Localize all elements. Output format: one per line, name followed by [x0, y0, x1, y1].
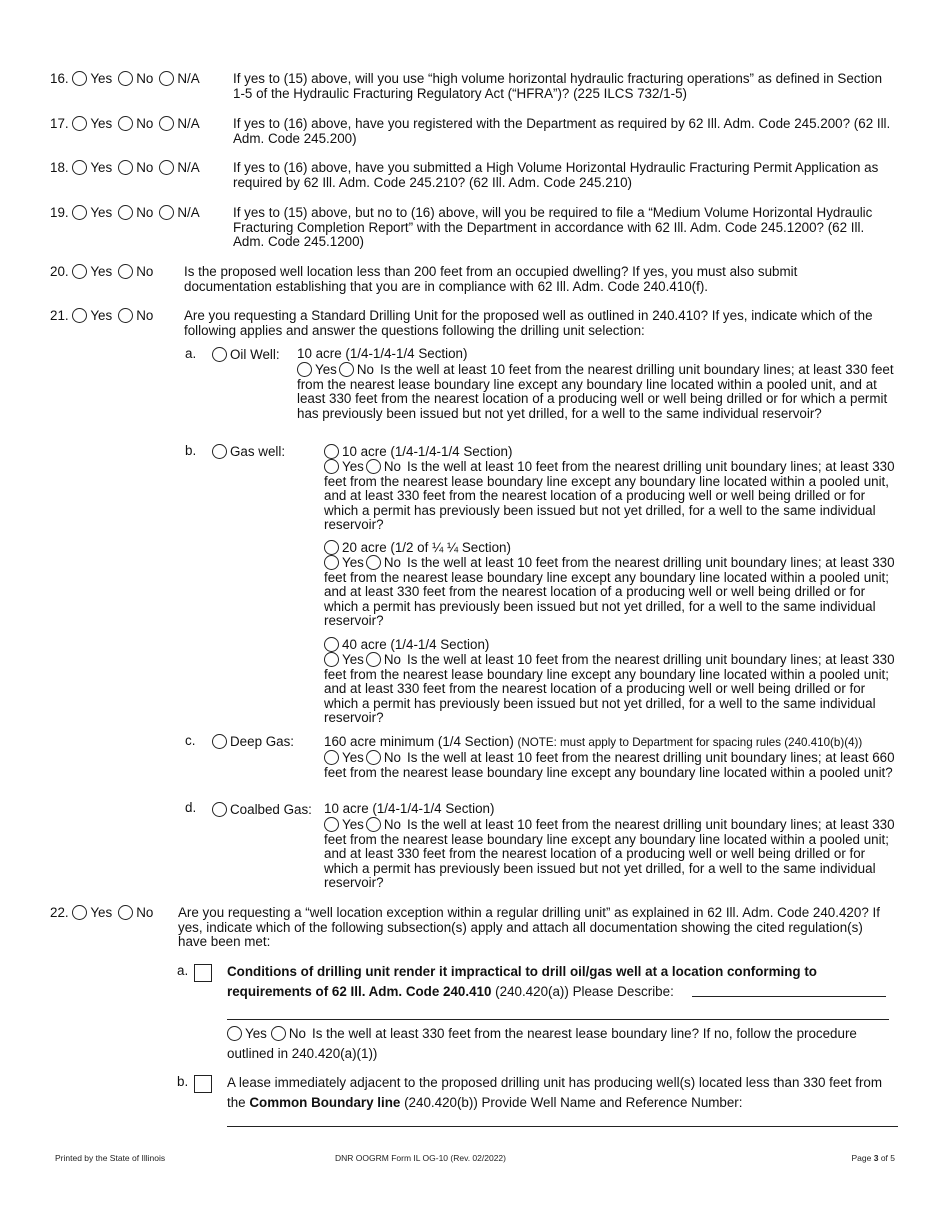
q16-answer	[50, 71, 235, 87]
oil-well-radio[interactable]: Oil Well:	[212, 347, 280, 363]
q16-text: If yes to (15) above, will you use “high volume horizontal hydraulic fracturing operations” as defined in Section 1-5 of the Hydraulic Fracturing Regulatory Act (“HFRA”)? (225 ILCS 732/1-5)	[233, 71, 883, 101]
q20-text: Is the proposed well location less than 200 feet from an occupied dwelling? If yes, you must also submit documentation establishing that you are in compliance with 62 Ill. Adm. Code 240.410(f).	[184, 264, 798, 294]
footer-form-id: DNR OOGRM Form IL OG-10 (Rev. 02/2022)	[335, 1153, 506, 1163]
q19-text: If yes to (15) above, but no to (16) above, will you be required to file a “Medium Volume Horizontal Hydraulic Fracturing Completion Report” with the Department in accordance with 62 Ill. Adm. Code 245.1200? (62 Ill. Adm. Code 245.1200)	[233, 205, 873, 250]
q20-yes-radio[interactable]: Yes	[72, 264, 112, 280]
deep-gas-yes-radio[interactable]: Yes	[324, 750, 364, 766]
q22-yes-radio[interactable]: Yes	[72, 905, 112, 921]
q22-text: Are you requesting a “well location exception within a regular drilling unit” as explained in 62 Ill. Adm. Code 240.420? If yes, indicate which of the following subsection(s) apply and attach all documentation showing the cited regulation(s) have been met:	[178, 905, 880, 950]
q22b-well-line[interactable]	[227, 1126, 898, 1127]
deep-gas-radio[interactable]: Deep Gas:	[212, 734, 294, 750]
gas-well-10acre-yes-radio[interactable]: Yes	[324, 459, 364, 475]
q22a-describe-line[interactable]	[692, 996, 886, 997]
q21-yes-radio[interactable]: Yes	[72, 308, 112, 324]
q17-no-radio[interactable]: No	[118, 116, 153, 132]
deep-gas-unit: 160 acre minimum (1/4 Section) (NOTE: must apply to Department for spacing rules (240.410(b)(4))	[324, 734, 863, 749]
coalbed-gas-radio[interactable]: Coalbed Gas:	[212, 802, 312, 818]
q22b-checkbox[interactable]	[194, 1075, 212, 1093]
gas-well-20acre-question: Yes No Is the well at least 10 feet from the nearest drilling unit boundary lines; at least 330 feet from the nearest lease boundary line except any boundary line located within a pooled unit; and at least 330 feet from the nearest location of a producing well or well being drilled or for which a permit has previously been issued but not yet drilled, for a well to the same individual reservoir?	[324, 555, 895, 629]
q17-na-radio[interactable]: N/A	[159, 116, 199, 132]
q18-text: If yes to (16) above, have you submitted a High Volume Horizontal Hydraulic Fracturing Permit Application as required by 62 Ill. Adm. Code 245.210? (62 Ill. Adm. Code 245.210)	[233, 160, 879, 190]
gas-well-20acre-no-radio[interactable]: No	[366, 555, 401, 571]
q18-no-radio[interactable]: No	[118, 160, 153, 176]
footer-printed-by: Printed by the State of Illinois	[55, 1153, 166, 1163]
q21b-letter: b.	[185, 443, 197, 458]
coalbed-gas-unit: 10 acre (1/4-1/4-1/4 Section)	[324, 801, 495, 816]
q17-text: If yes to (16) above, have you registered with the Department as required by 62 Ill. Adm. Code 245.200? (62 Ill. Adm. Code 245.200)	[233, 116, 891, 146]
q18-answer: 18. Yes No N/A	[50, 160, 200, 175]
q20-no-radio[interactable]: No	[118, 264, 153, 280]
oil-well-no-radio[interactable]: No	[339, 362, 374, 378]
q20-answer: 20. Yes No	[50, 264, 154, 279]
q22a-text: Conditions of drilling unit render it impractical to drill oil/gas well at a location conforming to requirements of 62 Ill. Adm. Code 240.410 (240.420(a)) Please Describe:	[227, 964, 817, 999]
q22a-describe-line-2[interactable]	[227, 1019, 889, 1020]
q22-no-radio[interactable]: No	[118, 905, 153, 921]
gas-well-40acre-yes-radio[interactable]: Yes	[324, 652, 364, 668]
q19-na-radio[interactable]: N/A	[159, 205, 199, 221]
gas-well-40acre-radio[interactable]: 40 acre (1/4-1/4 Section)	[324, 637, 489, 653]
q21d-letter: d.	[185, 800, 197, 815]
q21-no-radio[interactable]: No	[118, 308, 153, 324]
question-number: 16.	[50, 71, 69, 86]
q22b-text: A lease immediately adjacent to the proposed drilling unit has producing well(s) located less than 330 feet from the Common Boundary line (240.420(b)) Provide Well Name and Reference Number:	[227, 1075, 883, 1110]
gas-well-40acre-no-radio[interactable]: No	[366, 652, 401, 668]
gas-well-40acre-question: Yes No Is the well at least 10 feet from the nearest drilling unit boundary lines; at least 330 feet from the nearest lease boundary line except any boundary line located within a pooled unit; and at least 330 feet from the nearest location of a producing well or well being drilled or for which a permit has previously been issued but not yet drilled, for a well to the same individual reservoir?	[324, 652, 895, 726]
q18-yes-radio[interactable]: Yes	[72, 160, 112, 176]
oil-well-question: Yes No Is the well at least 10 feet from the nearest drilling unit boundary lines; at least 330 feet from the nearest lease boundary line except any boundary line located within a pooled unit, and at least 330 feet from the nearest location of a producing well or well being drilled or for which a permit has previously been issued but not yet drilled, for a well to the same individual reservoir?	[297, 362, 894, 421]
coalbed-gas-no-radio[interactable]: No	[366, 817, 401, 833]
gas-well-20acre-yes-radio[interactable]: Yes	[324, 555, 364, 571]
q22a-yes-radio[interactable]: Yes	[227, 1024, 267, 1044]
q21c-letter: c.	[185, 733, 196, 748]
q17-yes-radio[interactable]: Yes	[72, 116, 112, 132]
deep-gas-no-radio[interactable]: No	[366, 750, 401, 766]
q21-text: Are you requesting a Standard Drilling Unit for the proposed well as outlined in 240.410? If yes, indicate which of the following applies and answer the questions following the drilling unit selection:	[184, 308, 873, 338]
q21-answer: 21. Yes No	[50, 308, 154, 323]
q22a-no-radio[interactable]: No	[271, 1024, 306, 1044]
q19-yes-radio[interactable]: Yes	[72, 205, 112, 221]
coalbed-gas-question: Yes No Is the well at least 10 feet from the nearest drilling unit boundary lines; at least 330 feet from the nearest lease boundary line except any boundary line located within a pooled unit; and at least 330 feet from the nearest location of a producing well or well being drilled or for which a permit has previously been issued but not yet drilled, for a well to the same individual reservoir?	[324, 817, 895, 891]
q16-na-radio[interactable]: N/A	[159, 71, 199, 87]
gas-well-10acre-no-radio[interactable]: No	[366, 459, 401, 475]
q22a-letter: a.	[177, 963, 189, 978]
q21a-letter: a.	[185, 346, 197, 361]
oil-well-yes-radio[interactable]: Yes	[297, 362, 337, 378]
coalbed-gas-yes-radio[interactable]: Yes	[324, 817, 364, 833]
deep-gas-question: Yes No Is the well at least 10 feet from the nearest drilling unit boundary lines; at least 660 feet from the nearest lease boundary line except any boundary line located within a pooled unit?	[324, 750, 895, 780]
q16-no-radio[interactable]: No	[118, 71, 153, 87]
q18-na-radio[interactable]: N/A	[159, 160, 199, 176]
q19-answer: 19. Yes No N/A	[50, 205, 200, 220]
gas-well-20acre-radio[interactable]: 20 acre (1/2 of ¼ ¼ Section)	[324, 540, 511, 556]
footer-page-number: Page 3 of 5	[851, 1153, 895, 1163]
oil-well-unit: 10 acre (1/4-1/4-1/4 Section)	[297, 346, 468, 361]
q22a-question: Yes No Is the well at least 330 feet from the nearest lease boundary line? If no, follow the procedure outlined in 240.420(a)(1))	[227, 1026, 857, 1061]
gas-well-10acre-question: Yes No Is the well at least 10 feet from the nearest drilling unit boundary lines; at least 330 feet from the nearest lease boundary line except any boundary line located within a pooled unit, and at least 330 feet from the nearest location of a producing well or well being drilled or for which a permit has previously been issued but not yet drilled, for a well to the same individual reservoir?	[324, 459, 895, 533]
q19-no-radio[interactable]: No	[118, 205, 153, 221]
q22b-letter: b.	[177, 1074, 189, 1089]
q16-yes-radio[interactable]: Yes	[72, 71, 112, 87]
q22a-checkbox[interactable]	[194, 964, 212, 982]
gas-well-radio[interactable]: Gas well:	[212, 444, 285, 460]
q22-answer: 22. Yes No	[50, 905, 154, 920]
q17-answer: 17. Yes No N/A	[50, 116, 200, 131]
gas-well-10acre-radio[interactable]: 10 acre (1/4-1/4-1/4 Section)	[324, 444, 512, 460]
